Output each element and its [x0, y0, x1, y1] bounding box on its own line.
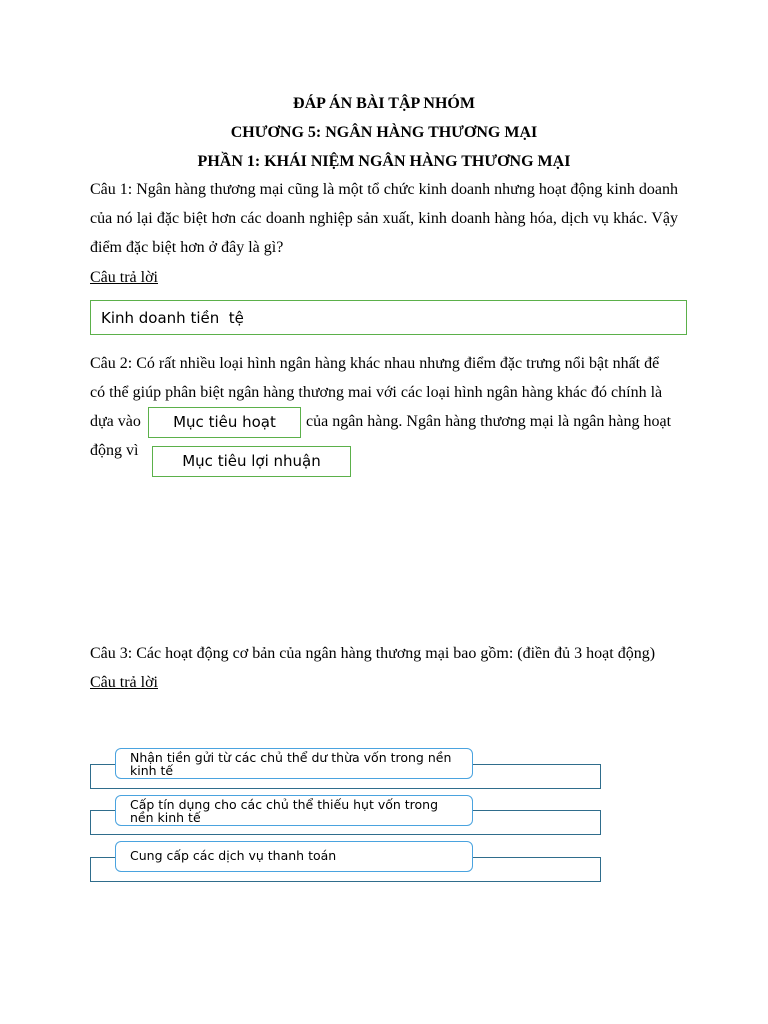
- answer-item-2-text: Cấp tín dụng cho các chủ thể thiếu hụt vốn trong nền kinh tế: [130, 797, 439, 825]
- answer-item-1-text: Nhận tiền gửi từ các chủ thể dư thừa vốn trong nền kinh tế: [130, 750, 452, 778]
- question-2-line-3-prefix: dựa vào: [90, 413, 141, 430]
- chapter-title: CHƯƠNG 5: NGÂN HÀNG THƯƠNG MẠI: [230, 124, 538, 141]
- question-1-answer-box[interactable]: [90, 300, 687, 335]
- section-title: PHẦN 1: KHÁI NIỆM NGÂN HÀNG THƯƠNG MẠI: [197, 153, 571, 170]
- question-2-line-4-prefix: động vì: [90, 442, 139, 459]
- question-2-line-1: Câu 2: Có rất nhiều loại hình ngân hàng khác nhau nhưng điểm đặc trưng nổi bật nhất để: [90, 355, 660, 372]
- answer-item-3[interactable]: [115, 841, 473, 872]
- question-2-blank-2[interactable]: [152, 446, 351, 477]
- answer-item-1[interactable]: [115, 748, 473, 779]
- question-1-answer-label: Câu trả lời: [90, 269, 158, 286]
- question-2-blank-2-text: Mục tiêu lợi nhuận: [182, 452, 321, 470]
- answer-item-2[interactable]: [115, 795, 473, 826]
- question-1-answer-text: Kinh doanh tiền tệ: [101, 309, 244, 327]
- question-1: Câu 1: Ngân hàng thương mại cũng là một tổ chức kinh doanh nhưng hoạt động kinh doanh của nó lại đặc biệt hơn các doanh nghiệp sản xuất, kinh doanh hàng hóa, dịch vụ khác. Vậy điểm đặc biệt hơn ở đây là gì?: [90, 181, 678, 256]
- question-2-line-2: có thể giúp phân biệt ngân hàng thương mai với các loại hình ngân hàng khác đó chính là: [90, 384, 663, 401]
- document-title: ĐÁP ÁN BÀI TẬP NHÓM: [293, 95, 475, 112]
- question-2-blank-1[interactable]: [148, 407, 301, 438]
- answer-item-3-text: Cung cấp các dịch vụ thanh toán: [130, 848, 337, 863]
- question-3-answer-label: Câu trả lời: [90, 674, 158, 691]
- question-3: Câu 3: Các hoạt động cơ bản của ngân hàng thương mại bao gồm: (điền đủ 3 hoạt động): [90, 645, 656, 662]
- question-2-blank-1-text: Mục tiêu hoạt: [173, 413, 276, 431]
- question-2-line-3-suffix: của ngân hàng. Ngân hàng thương mại là ngân hàng hoạt: [306, 413, 672, 430]
